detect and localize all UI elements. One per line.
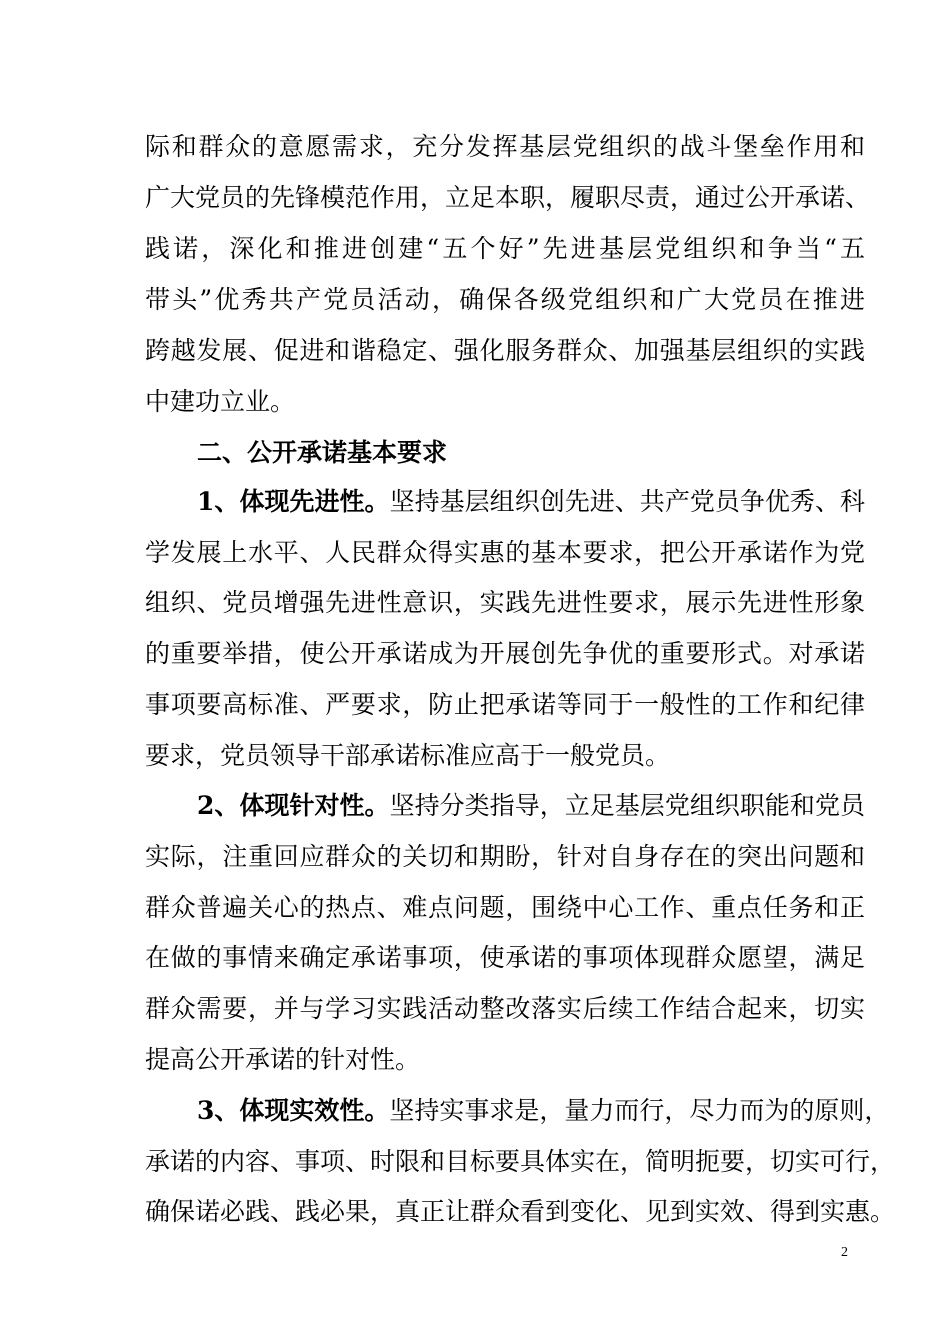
paragraph-line: 际和群众的意愿需求，充分发挥基层党组织的战斗堡垒作用和 bbox=[145, 132, 865, 161]
section-heading: 二、公开承诺基本要求 bbox=[197, 438, 448, 467]
item-first-line bbox=[197, 1093, 890, 1129]
item-title: 3、体现实效性。 bbox=[197, 1096, 390, 1125]
paragraph-line: 在做的事情来确定承诺事项，使承诺的事项体现群众愿望，满足 bbox=[145, 943, 865, 972]
paragraph-line: 群众普遍关心的热点、难点问题，围绕中心工作、重点任务和正 bbox=[145, 893, 865, 922]
item-title: 2、体现针对性。 bbox=[197, 791, 390, 820]
paragraph-line: 事项要高标准、严要求，防止把承诺等同于一般性的工作和纪律 bbox=[145, 690, 865, 719]
item-text: 坚持基层组织创先进、共产党员争优秀、科 bbox=[389, 487, 865, 516]
item-text: 坚持分类指导，立足基层党组织职能和党员 bbox=[389, 791, 865, 820]
paragraph-line: 群众需要，并与学习实践活动整改落实后续工作结合起来，切实 bbox=[145, 994, 865, 1023]
paragraph-line: 确保诺必践、践必果，真正让群众看到变化、见到实效、得到实惠。 bbox=[145, 1197, 896, 1226]
item-text: 坚持实事求是，量力而行，尽力而为的原则， bbox=[389, 1096, 890, 1125]
paragraph-line: 跨越发展、促进和谐稳定、强化服务群众、加强基层组织的实践 bbox=[145, 336, 865, 365]
paragraph-line: 践诺，深化和推进创建“五个好”先进基层党组织和争当“五 bbox=[145, 234, 865, 263]
paragraph-line: 组织、党员增强先进性意识，实践先进性要求，展示先进性形象 bbox=[145, 588, 865, 617]
paragraph-line: 带头”优秀共产党员活动，确保各级党组织和广大党员在推进 bbox=[145, 285, 865, 314]
paragraph-line: 中建功立业。 bbox=[145, 387, 296, 416]
item-first-line bbox=[197, 484, 865, 520]
item-first-line bbox=[197, 788, 865, 824]
page-number: 2 bbox=[841, 1245, 848, 1260]
paragraph-line: 要求，党员领导干部承诺标准应高于一般党员。 bbox=[145, 741, 671, 770]
item-title: 1、体现先进性。 bbox=[197, 487, 390, 516]
paragraph-line: 的重要举措，使公开承诺成为开展创先争优的重要形式。对承诺 bbox=[145, 639, 865, 668]
paragraph-line: 广大党员的先锋模范作用，立足本职，履职尽责，通过公开承诺、 bbox=[145, 183, 871, 212]
paragraph-line: 承诺的内容、事项、时限和目标要具体实在，简明扼要，切实可行， bbox=[145, 1147, 896, 1176]
paragraph-line: 实际，注重回应群众的关切和期盼，针对自身存在的突出问题和 bbox=[145, 842, 865, 871]
paragraph-line: 提高公开承诺的针对性。 bbox=[145, 1045, 421, 1074]
paragraph-line: 学发展上水平、人民群众得实惠的基本要求，把公开承诺作为党 bbox=[145, 538, 865, 567]
